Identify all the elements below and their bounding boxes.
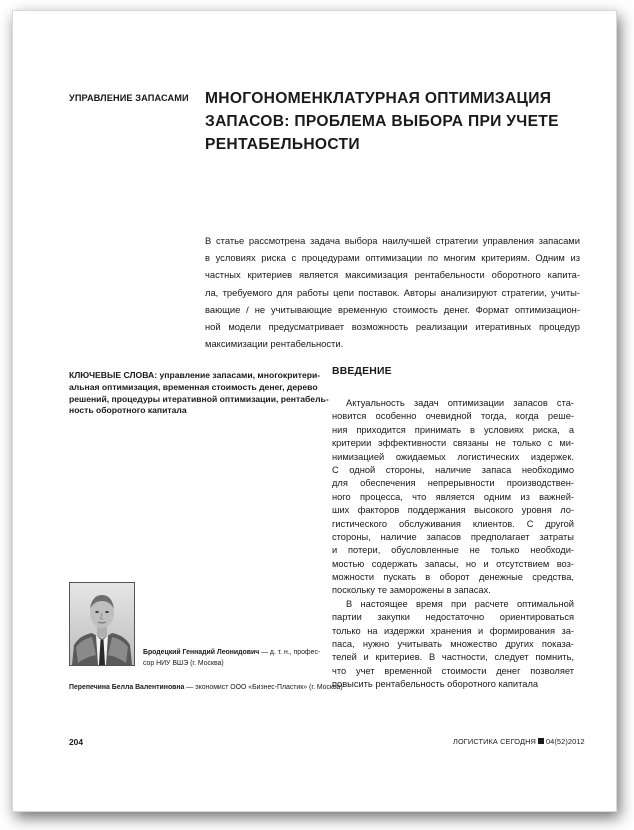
author-2-name: Перепечина Белла Валентиновна	[69, 684, 185, 691]
abstract-line: В статье рассмотрена задача выбора наилучшей стратегии управления запасами	[205, 235, 580, 246]
journal-footer	[453, 737, 585, 746]
section-label: УПРАВЛЕНИЕ ЗАПАСАМИ	[69, 93, 189, 103]
body-line: нимизацией ожидаемых логистических издержек.	[332, 451, 574, 462]
keywords-line: решений, процедуры итеративной оптимизации, рентабель-	[69, 393, 329, 404]
body-line: поскольку те заморожены в запасах.	[332, 585, 491, 596]
body-line: и потери, обусловленные не только необходи-	[332, 545, 574, 556]
page-number: 204	[69, 737, 83, 747]
body-line: только на издержки хранения и формирования за-	[332, 625, 574, 636]
abstract-line: частных критериев является максимизация рентабельности оборотного капита-	[205, 269, 580, 281]
body-line: для обеспечения непрерывности производствен-	[332, 478, 574, 489]
body-line: критерии эффективности связаны не только с ми-	[332, 438, 574, 449]
body-line: В настоящее время при расчете оптимальной	[346, 598, 574, 609]
body-line: можности пускать в оборот денежные средства,	[332, 572, 574, 583]
author-1-line: сор НИУ ВШЭ (г. Москва)	[143, 659, 224, 667]
abstract-line: ной модели предусматривает возможность реализации итеративных процедур	[205, 320, 580, 332]
abstract-line: в условиях риска с процедурами оптимизации по многим критериям. Одним из	[205, 252, 580, 264]
body-line: партии закупки недостаточно ориентироваться	[332, 612, 574, 623]
keywords	[69, 370, 329, 417]
author-1-line	[143, 648, 323, 659]
body-line: повысить рентабельность оборотного капитала	[332, 679, 539, 690]
body-line: ния приходится принимать в условиях риска, а	[332, 424, 574, 435]
body-line: паса, нужно учитывать множество других показа-	[332, 639, 574, 650]
intro-heading: ВВЕДЕНИЕ	[332, 366, 392, 377]
abstract-line: максимизации рентабельности.	[205, 338, 344, 350]
author-photo	[69, 582, 135, 666]
body-line: гистического обслуживания клиентов. С другой	[332, 518, 574, 529]
author-1-name: Бродецкий Геннадий Леонидович	[143, 649, 260, 656]
body-line: новится особенно очевидной тогда, когда реше-	[332, 411, 574, 422]
title-line: ЗАПАСОВ: ПРОБЛЕМА ВЫБОРА ПРИ УЧЕТЕ	[205, 113, 559, 130]
journal-issue: 04(52)2012	[545, 737, 585, 746]
journal-name: ЛОГИСТИКА СЕГОДНЯ	[453, 737, 536, 746]
author-1-desc: — д. т. н., профес-	[259, 649, 321, 656]
keywords-line: КЛЮЧЕВЫЕ СЛОВА: управление запасами, многокритери-	[69, 370, 321, 380]
body-line: стороны, наличие запасов предполагает затраты	[332, 531, 574, 542]
title-line: МНОГОНОМЕНКЛАТУРНАЯ ОПТИМИЗАЦИЯ	[205, 90, 552, 107]
author-2-caption	[69, 683, 343, 693]
author-1-caption	[143, 648, 323, 669]
keywords-line: альная оптимизация, временная стоимость денег, дерево	[69, 381, 318, 392]
body-line: ного процесса, что является одним из важней-	[332, 491, 574, 502]
body-line: С одной стороны, наличие запаса необходимо	[332, 464, 574, 475]
abstract-line: вающие / не учитывающие временную стоимость денег. Формат оптимизацион-	[205, 303, 580, 315]
square-bullet-icon	[538, 738, 544, 744]
keywords-line: ность оборотного капитала	[69, 405, 187, 416]
body-line: мостью содержать запасы, но и отсутствием воз-	[332, 558, 574, 569]
abstract-line: ла, требуемого для работы цепи поставок. Авторы анализируют стратегии, учиты-	[205, 286, 580, 298]
title-line: РЕНТАБЕЛЬНОСТИ	[205, 136, 360, 153]
body-text	[332, 397, 574, 692]
body-line: телей и критериев. В частности, следует помнить,	[332, 652, 574, 663]
body-line: что учет временной стоимости денег позволяет	[332, 665, 574, 676]
abstract	[205, 232, 580, 352]
body-line: ших факторов поддержания высокого уровня ло-	[332, 505, 574, 516]
author-portrait-graphic	[70, 583, 134, 665]
author-2-desc: — экономист ООО «Бизнес-Пластик» (г. Москва)	[184, 684, 343, 691]
article-title	[205, 87, 575, 156]
body-line: Актуальность задач оптимизации запасов ста-	[346, 398, 574, 408]
